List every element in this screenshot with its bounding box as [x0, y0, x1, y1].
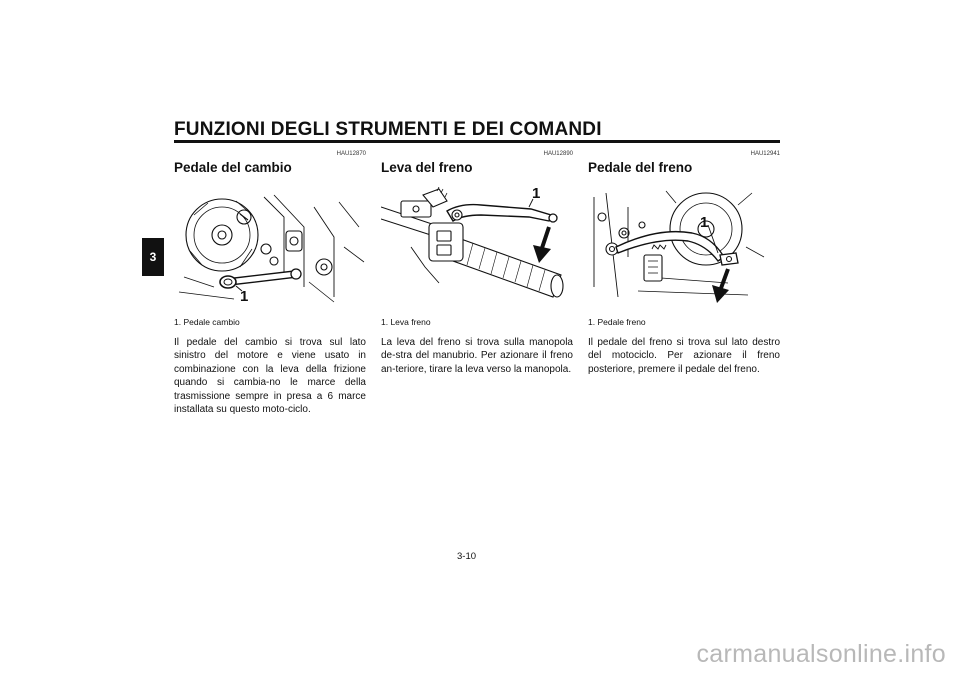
section-title: Pedale del cambio — [174, 160, 292, 175]
page-number: 3-10 — [457, 551, 477, 562]
figure-caption: 1. Pedale freno — [588, 317, 646, 327]
section-body: Il pedale del freno si trova sul lato destro del motociclo. Per azionare il freno posteriore, premere il pedale del freno. — [588, 337, 780, 375]
header-rule — [174, 140, 780, 143]
brake-pedal-illustration — [588, 187, 780, 307]
section-code: HAU12870 — [336, 151, 366, 157]
section-brake-pedal — [588, 150, 780, 386]
chapter-tab: 3 — [142, 238, 164, 276]
section-code: HAU12941 — [750, 151, 780, 157]
section-body: La leva del freno si trova sulla manopola de-stra del manubrio. Per azionare il freno an-teriore, tirare la leva verso la manopola. — [381, 337, 573, 375]
brake-lever-illustration — [381, 187, 573, 307]
section-title: Pedale del freno — [588, 160, 693, 175]
figure-caption: 1. Leva freno — [381, 317, 431, 327]
page-title: FUNZIONI DEGLI STRUMENTI E DEI COMANDI — [174, 119, 602, 140]
watermark: carmanualsonline.info — [696, 640, 946, 668]
figure-callout: 1 — [700, 214, 709, 231]
section-brake-lever — [381, 150, 573, 386]
figure-callout: 1 — [240, 288, 249, 305]
section-body: Il pedale del cambio si trova sul lato sinistro del motore e viene usato in combinazione con la leva della frizione quando si cambia-no le marce della trasmissione sempre in presa a 6 marce installata su questo moto-ciclo. — [174, 337, 366, 416]
figure-callout: 1 — [532, 187, 541, 202]
shift-pedal-illustration — [174, 187, 366, 307]
section-code: HAU12890 — [543, 151, 573, 157]
section-shift-pedal — [174, 150, 366, 426]
section-title: Leva del freno — [381, 160, 473, 175]
figure-caption: 1. Pedale cambio — [174, 317, 240, 327]
